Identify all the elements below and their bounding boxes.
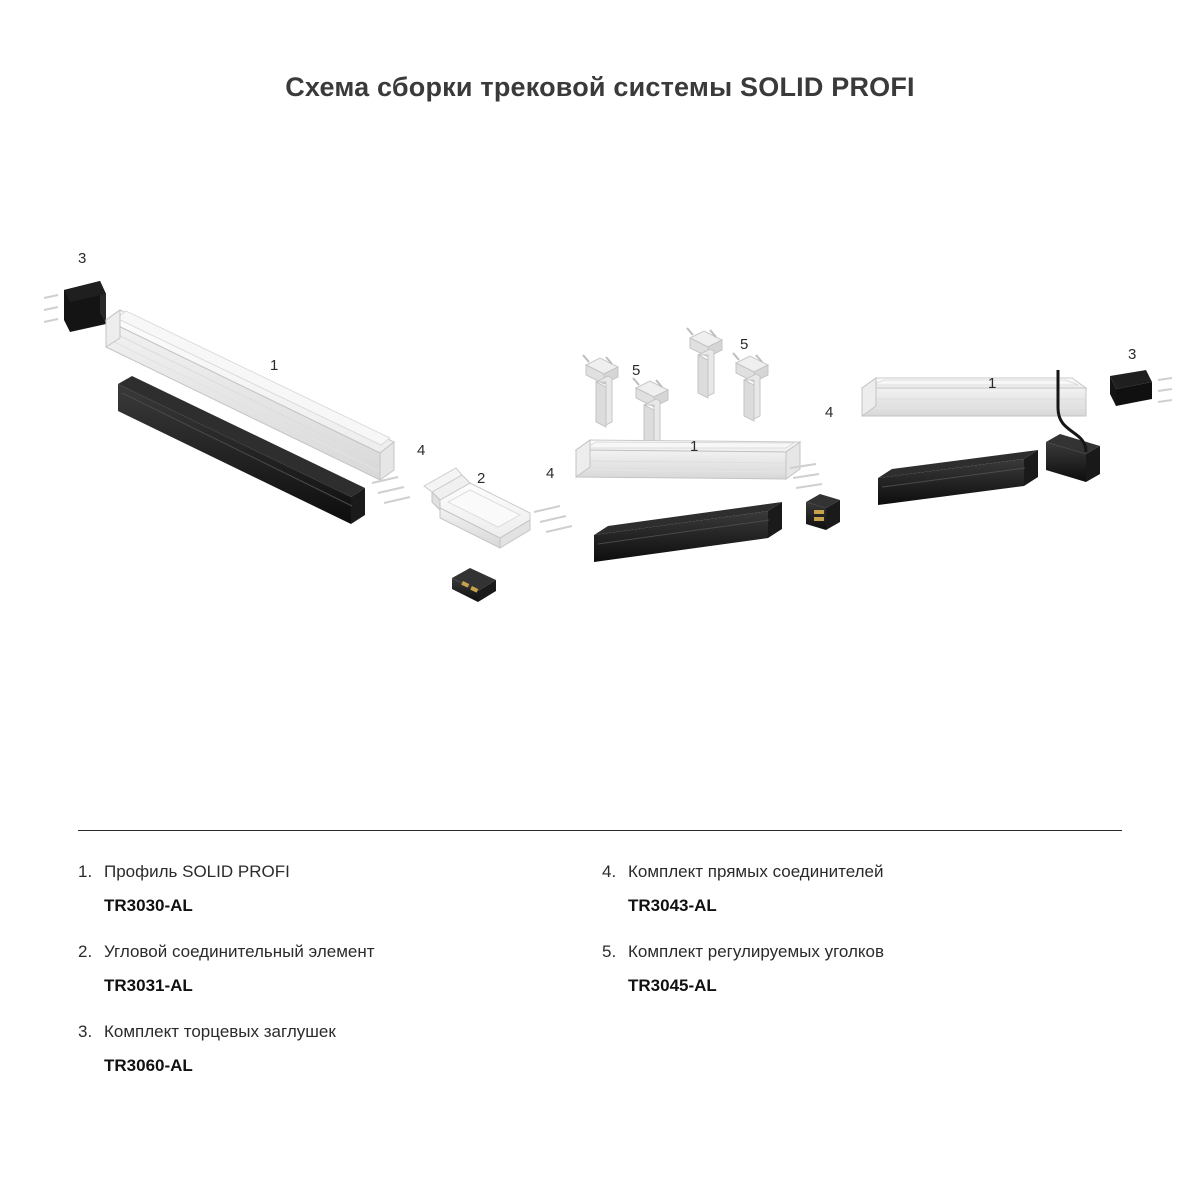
legend-column-right — [602, 862, 1126, 1102]
legend-item-3-number: 3. — [78, 1022, 93, 1041]
callout-4-center: 4 — [546, 465, 555, 482]
track-profile-black-insert-right — [878, 450, 1038, 505]
legend-item-5-label: Комплект регулируемых уголков — [628, 942, 885, 961]
straight-connector-piece — [806, 494, 840, 530]
exploded-assembly-diagram — [0, 150, 1200, 670]
legend-item-1-label: Профиль SOLID PROFI — [104, 862, 290, 881]
callout-3-left: 3 — [78, 250, 87, 267]
callout-2-corner: 2 — [477, 470, 486, 487]
legend-divider — [78, 830, 1122, 831]
legend — [78, 862, 1126, 1102]
straight-connector-marks-right — [790, 464, 822, 488]
legend-item-4 — [602, 862, 1126, 916]
legend-item-3 — [78, 1022, 602, 1076]
callout-1-left: 1 — [270, 357, 279, 374]
legend-item-4-label: Комплект прямых соединителей — [628, 862, 884, 881]
legend-item-2-code: TR3031-AL — [104, 976, 193, 995]
callout-1-center: 1 — [690, 438, 699, 455]
legend-item-2 — [78, 942, 602, 996]
straight-connector-marks-left — [372, 477, 410, 503]
straight-connector-marks-center — [534, 506, 572, 532]
legend-item-1 — [78, 862, 602, 916]
track-profile-white-center — [576, 440, 800, 479]
legend-item-3-code: TR3060-AL — [104, 1056, 193, 1075]
legend-item-3-label: Комплект торцевых заглушек — [104, 1022, 336, 1041]
callout-5-b: 5 — [740, 336, 749, 353]
callout-5-a: 5 — [632, 362, 641, 379]
track-profile-white-right — [862, 378, 1086, 416]
callout-1-right: 1 — [988, 375, 997, 392]
end-cap-kit-right — [1110, 370, 1172, 406]
corner-connector-black-insert — [452, 568, 496, 602]
legend-item-1-number: 1. — [78, 862, 93, 881]
legend-item-5-code: TR3045-AL — [628, 976, 717, 995]
end-cap-kit-left — [44, 281, 106, 332]
legend-item-2-number: 2. — [78, 942, 93, 961]
legend-column-left — [78, 862, 602, 1102]
legend-item-4-code: TR3043-AL — [628, 896, 717, 915]
callout-3-right: 3 — [1128, 346, 1137, 363]
legend-item-4-number: 4. — [602, 862, 617, 881]
track-profile-black-insert-center — [594, 502, 782, 562]
page-title: Схема сборки трековой системы SOLID PROFI — [285, 72, 915, 102]
legend-item-5-number: 5. — [602, 942, 617, 961]
power-feed-block — [1046, 434, 1100, 482]
callout-4-right: 4 — [825, 404, 834, 421]
legend-item-2-label: Угловой соединительный элемент — [104, 942, 375, 961]
legend-item-1-code: TR3030-AL — [104, 896, 193, 915]
legend-item-5 — [602, 942, 1126, 996]
callout-4-left: 4 — [417, 442, 426, 459]
